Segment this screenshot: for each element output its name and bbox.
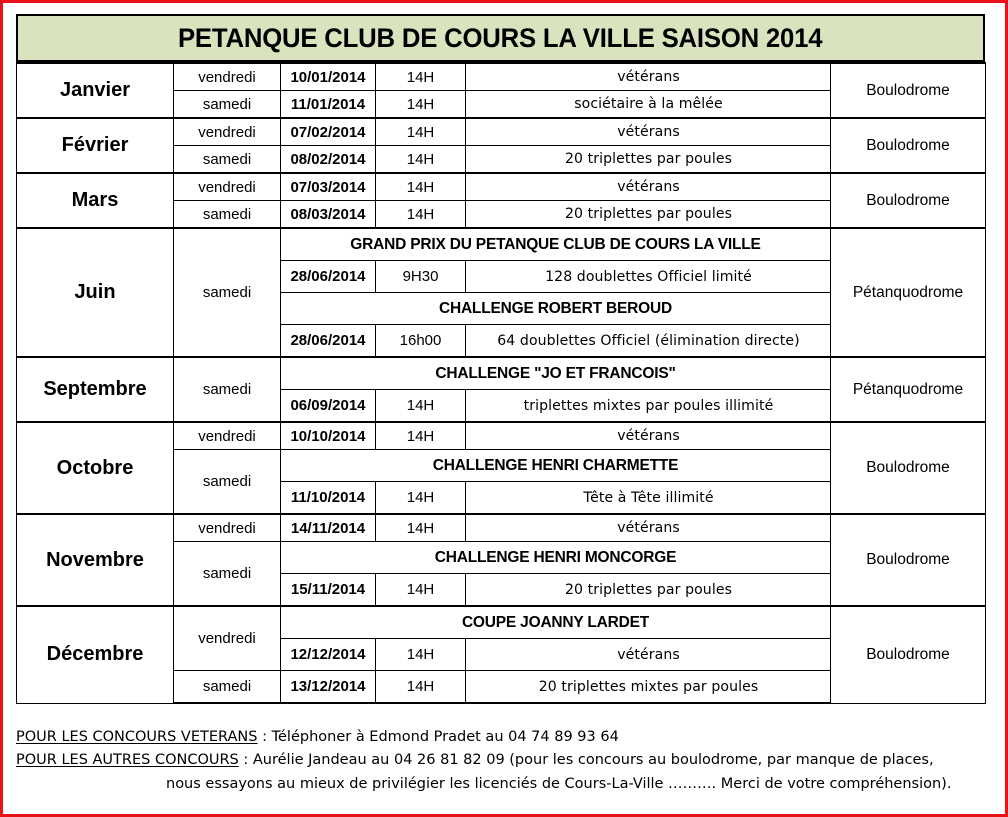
day-cell: vendredi [174,422,281,450]
time-cell: 14H [376,201,466,229]
page-title [16,14,985,62]
venue-cell: Boulodrome [831,63,986,118]
venue-cell: Boulodrome [831,173,986,228]
description-cell: 20 triplettes par poules [471,574,825,607]
month-label-decembre: Décembre [17,606,174,703]
description-cell: 20 triplettes par poules [471,146,825,174]
date-cell: 06/09/2014 [281,390,376,423]
day-cell: vendredi [174,606,281,671]
time-cell: 14H [376,390,466,423]
event-title-cell: CHALLENGE ROBERT BEROUD [281,293,831,325]
venue-cell: Pétanquodrome [831,357,986,422]
day-cell: vendredi [174,173,281,201]
description-cell: vétérans [471,63,825,91]
month-label-novembre: Novembre [17,514,174,606]
day-cell: samedi [174,542,281,607]
date-cell: 14/11/2014 [281,514,376,542]
table-row [17,514,986,542]
event-title-cell: GRAND PRIX DU PETANQUE CLUB DE COURS LA VILLE [281,228,831,261]
date-cell: 12/12/2014 [281,639,376,671]
note-autres-text: : Aurélie Jandeau au 04 26 81 82 09 (pour les concours au boulodrome, par manque de places, [238,752,934,769]
day-cell: samedi [174,201,281,229]
event-title-cell: CHALLENGE "JO ET FRANCOIS" [281,357,831,390]
date-cell: 28/06/2014 [281,325,376,358]
venue-cell: Pétanquodrome [831,228,986,357]
month-label-fevrier: Février [17,118,174,173]
time-cell: 14H [376,91,466,119]
note-autres-continuation: nous essayons au mieux de privilégier les licenciés de Cours-La-Ville ………. Merci de votre compréhension). [166,775,952,792]
description-cell: vétérans [471,173,825,201]
day-cell: samedi [174,450,281,515]
day-cell: vendredi [174,118,281,146]
venue-cell: Boulodrome [831,118,986,173]
time-cell: 14H [376,146,466,174]
description-cell: vétérans [471,118,825,146]
event-title-cell: COUPE JOANNY LARDET [281,606,831,639]
table-row [17,63,986,91]
date-cell: 08/02/2014 [281,146,376,174]
month-label-octobre: Octobre [17,422,174,514]
day-cell: samedi [174,91,281,119]
time-cell: 14H [376,574,466,607]
date-cell: 28/06/2014 [281,261,376,293]
date-cell: 15/11/2014 [281,574,376,607]
time-cell: 14H [376,118,466,146]
note-veterans-label: POUR LES CONCOURS VETERANS [16,729,258,745]
time-cell: 14H [376,173,466,201]
description-cell: sociétaire à la mêlée [471,91,825,119]
date-cell: 07/02/2014 [281,118,376,146]
contact-notes [16,726,985,796]
time-cell: 14H [376,63,466,91]
month-label-juin: Juin [17,228,174,357]
date-cell: 13/12/2014 [281,671,376,704]
event-title-cell: CHALLENGE HENRI CHARMETTE [281,450,831,482]
time-cell: 14H [376,422,466,450]
table-row [17,118,986,146]
note-autres-label: POUR LES AUTRES CONCOURS [16,752,239,769]
date-cell: 08/03/2014 [281,201,376,229]
description-cell: triplettes mixtes par poules illimité [471,390,825,423]
event-title-cell: CHALLENGE HENRI MONCORGE [281,542,831,574]
time-cell: 16h00 [376,325,466,358]
description-cell: 20 triplettes par poules [471,201,825,229]
note-veterans-text: : Téléphoner à Edmond Pradet au 04 74 89 93 64 [257,729,619,745]
table-row [17,173,986,201]
month-label-mars: Mars [17,173,174,228]
table-row [17,357,986,390]
month-label-septembre: Septembre [17,357,174,422]
venue-cell: Boulodrome [831,514,986,606]
description-cell: vétérans [471,422,825,450]
day-cell: samedi [174,146,281,174]
description-cell: 20 triplettes mixtes par poules [471,671,825,704]
time-cell: 9H30 [376,261,466,293]
note-veterans [16,726,985,749]
note-autres [16,749,985,772]
time-cell: 14H [376,639,466,671]
description-cell: 64 doublettes Officiel (élimination directe) [471,325,825,358]
table-row [17,228,986,261]
venue-cell: Boulodrome [831,606,986,703]
description-cell: 128 doublettes Officiel limité [471,261,825,293]
date-cell: 11/01/2014 [281,91,376,119]
time-cell: 14H [376,514,466,542]
table-row [17,606,986,639]
day-cell: vendredi [174,514,281,542]
time-cell: 14H [376,671,466,704]
date-cell: 10/10/2014 [281,422,376,450]
description-cell: Tête à Tête illimité [471,482,825,515]
time-cell: 14H [376,482,466,515]
day-cell: samedi [174,671,281,704]
day-cell: vendredi [174,63,281,91]
schedule-sheet [16,14,985,796]
month-label-janvier: Janvier [17,63,174,118]
date-cell: 11/10/2014 [281,482,376,515]
day-cell: samedi [174,357,281,422]
day-cell: samedi [174,228,281,357]
season-schedule-table [16,62,986,704]
table-row [17,422,986,450]
description-cell: vétérans [471,514,825,542]
date-cell: 10/01/2014 [281,63,376,91]
date-cell: 07/03/2014 [281,173,376,201]
venue-cell: Boulodrome [831,422,986,514]
description-cell: vétérans [471,639,825,671]
page-title-text: PETANQUE CLUB DE COURS LA VILLE SAISON 2014 [178,22,823,53]
